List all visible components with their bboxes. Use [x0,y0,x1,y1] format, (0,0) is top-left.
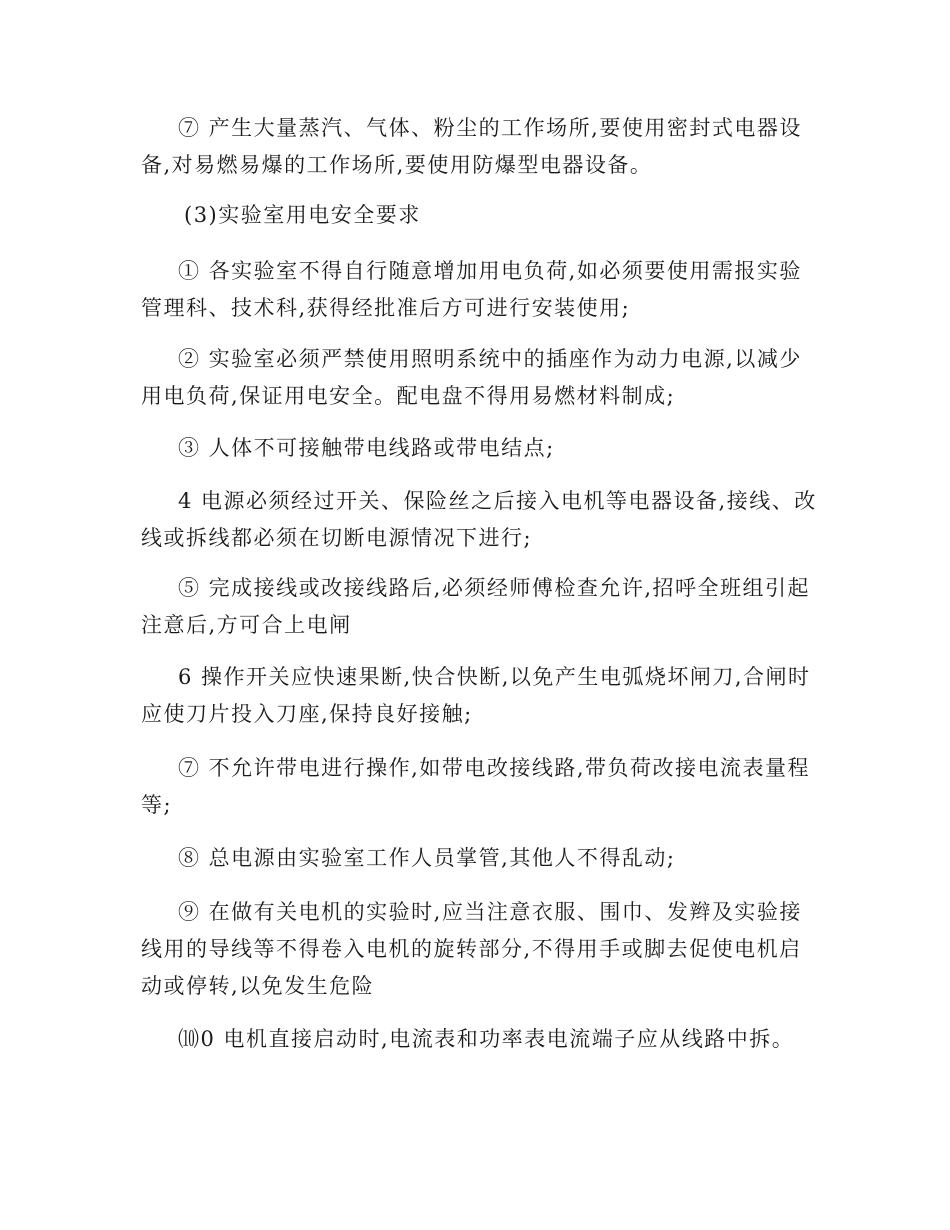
paragraph-rule-2: ② 实验室必须严禁使用照明系统中的插座作为动力电源,以减少用电负荷,保证用电安全。配电盘不得用易燃材料制成; [141,347,802,408]
paragraph-sealed-equipment: ⑦ 产生大量蒸汽、气体、粉尘的工作场所,要使用密封式电器设备,对易燃易爆的工作场所,要使用防爆型电器设备。 [141,116,802,177]
paragraph-rule-7: ⑦ 不允许带电进行操作,如带电改接线路,带负荷改接电流表量程等; [141,756,811,817]
paragraph-rule-8: ⑧ 总电源由实验室工作人员掌管,其他人不得乱动; [178,846,676,870]
paragraph-rule-6: 6 操作开关应快速果断,快合快断,以免产生电弧烧坏闸刀,合闸时应使刀片投入刀座,保持良好接触; [141,665,811,726]
paragraph-rule-5: ⑤ 完成接线或改接线路后,必须经师傅检查允许,招呼全班组引起注意后,方可合上电闸 [141,576,811,637]
paragraph-rule-4: 4 电源必须经过开关、保险丝之后接入电机等电器设备,接线、改线或拆线都必须在切断电源情况下进行; [141,489,817,550]
paragraph-rule-1: ① 各实验室不得自行随意增加用电负荷,如必须要使用需报实验管理科、技术科,获得经批准后方可进行安装使用; [141,259,802,320]
paragraph-rule-3: ③ 人体不可接触带电线路或带电结点; [178,436,555,460]
paragraph-rule-9: ⑨ 在做有关电机的实验时,应当注意衣服、围巾、发辫及实验接线用的导线等不得卷入电机的旋转部分,不得用手或脚去促使电机启动或停转,以免发生危险 [141,900,802,998]
section-heading-lab-electricity-safety: (3)实验室用电安全要求 [184,203,421,227]
paragraph-rule-10: ⑽0 电机直接启动时,电流表和功率表电流端子应从线路中拆。 [178,1027,795,1051]
